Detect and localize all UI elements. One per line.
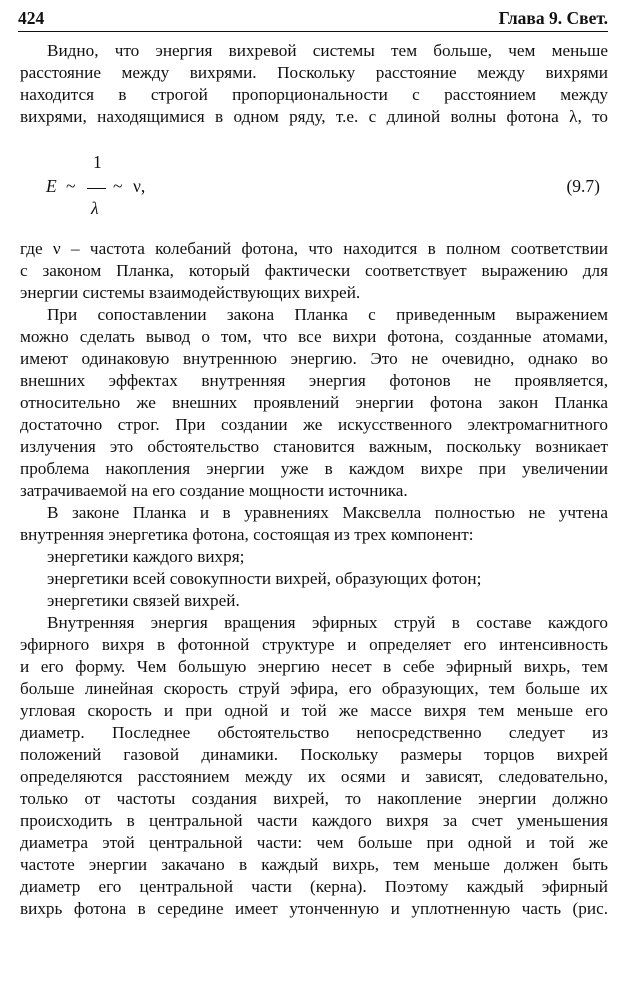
text-line: положений газовой динамики. Поскольку размеры торцов вихрей	[20, 745, 608, 764]
text-line: только от частоты создания вихрей, то накопление энергии должно	[20, 789, 608, 808]
text-line: При сопоставлении закона Планка с приведенным выражением	[47, 305, 608, 324]
text-line: внутренняя энергетика фотона, состоящая из трех компонент:	[20, 525, 474, 544]
text-line: В законе Планка и в уравнениях Максвелла полностью не учтена	[47, 503, 608, 522]
text-line: энергии системы взаимодействующих вихрей.	[20, 283, 361, 302]
text-line: относительно же внешних проявлений энергии фотона закон Планка	[20, 393, 608, 412]
text-line: вихрями, находящимися в одном ряду, т.е. с длиной волны фотона λ, то	[20, 107, 608, 126]
formula-tilde: ~	[66, 176, 76, 196]
text-line: больше линейная скорость струй эфира, его образующих, тем больше их	[20, 679, 608, 698]
formula-frequency-symbol: ν,	[133, 176, 146, 196]
list-item: энергетики каждого вихря;	[47, 547, 245, 566]
text-line: внешних эффектах внутренняя энергия фотонов не проявляется,	[20, 371, 608, 390]
text-line: излучения это обстоятельство становится важным, поскольку возникает	[20, 437, 608, 456]
equation-number: (9.7)	[566, 176, 600, 196]
text-line: Видно, что энергия вихревой системы тем больше, чем меньше	[47, 41, 608, 60]
text-line: диаметр. Последнее обстоятельство непосредственно следует из	[20, 723, 608, 742]
formula-denominator: λ	[91, 198, 99, 218]
text-line: и его форму. Чем большую энергию несет в себе эфирный вихрь, тем	[20, 657, 608, 676]
chapter-title: Глава 9. Свет.	[498, 8, 608, 28]
text-line: имеют одинаковую внутреннюю энергию. Это не очевидно, однако во	[20, 349, 608, 368]
running-header	[18, 6, 608, 30]
formula-tilde: ~	[113, 176, 123, 196]
text-line: расстояние между вихрями. Поскольку расстояние между вихрями	[20, 63, 608, 82]
formula-numerator: 1	[93, 152, 102, 172]
text-line: эфирного вихря в фотонной структуре и определяет его интенсивность	[20, 635, 608, 654]
text-line: диаметр его центральной части (керна). Поэтому каждый эфирный	[20, 877, 608, 896]
header-rule	[18, 31, 608, 32]
text-line: проблема накопления энергии уже в каждом вихре при увеличении	[20, 459, 608, 478]
text-line: происходить в центральной части каждого вихря за счет уменьшения	[20, 811, 608, 830]
page-number: 424	[18, 8, 45, 28]
text-line: достаточно строг. При создании же искусственного электромагнитного	[20, 415, 608, 434]
text-line: частоте энергии закачано в каждый вихрь, тем меньше должен быть	[20, 855, 608, 874]
text-line: угловая скорость и при одной и той же массе вихря тем меньше его	[20, 701, 608, 720]
text-line: Внутренняя энергия вращения эфирных струй в составе каждого	[47, 613, 608, 632]
list-item: энергетики всей совокупности вихрей, образующих фотон;	[47, 569, 482, 588]
text-line: находится в строгой пропорциональности с расстоянием между	[20, 85, 608, 104]
list-item: энергетики связей вихрей.	[47, 591, 240, 610]
formula-energy-symbol: E	[46, 176, 57, 196]
formula-9-7	[0, 148, 626, 228]
text-line: диаметра этой центральной части: чем больше при одной и той же	[20, 833, 608, 852]
text-line: вихрь фотона в середине имеет утонченную и уплотненную часть (рис.	[20, 899, 608, 918]
text-line: где ν – частота колебаний фотона, что находится в полном соответствии	[20, 239, 608, 258]
text-line: определяются расстоянием между их осями и зависят, следовательно,	[20, 767, 608, 786]
text-line: затрачиваемой на его создание мощности источника.	[20, 481, 408, 500]
fraction-bar	[87, 188, 106, 189]
text-line: можно сделать вывод о том, что все вихри фотона, созданные атомами,	[20, 327, 608, 346]
text-line: с законом Планка, который фактически соответствует выражению для	[20, 261, 608, 280]
